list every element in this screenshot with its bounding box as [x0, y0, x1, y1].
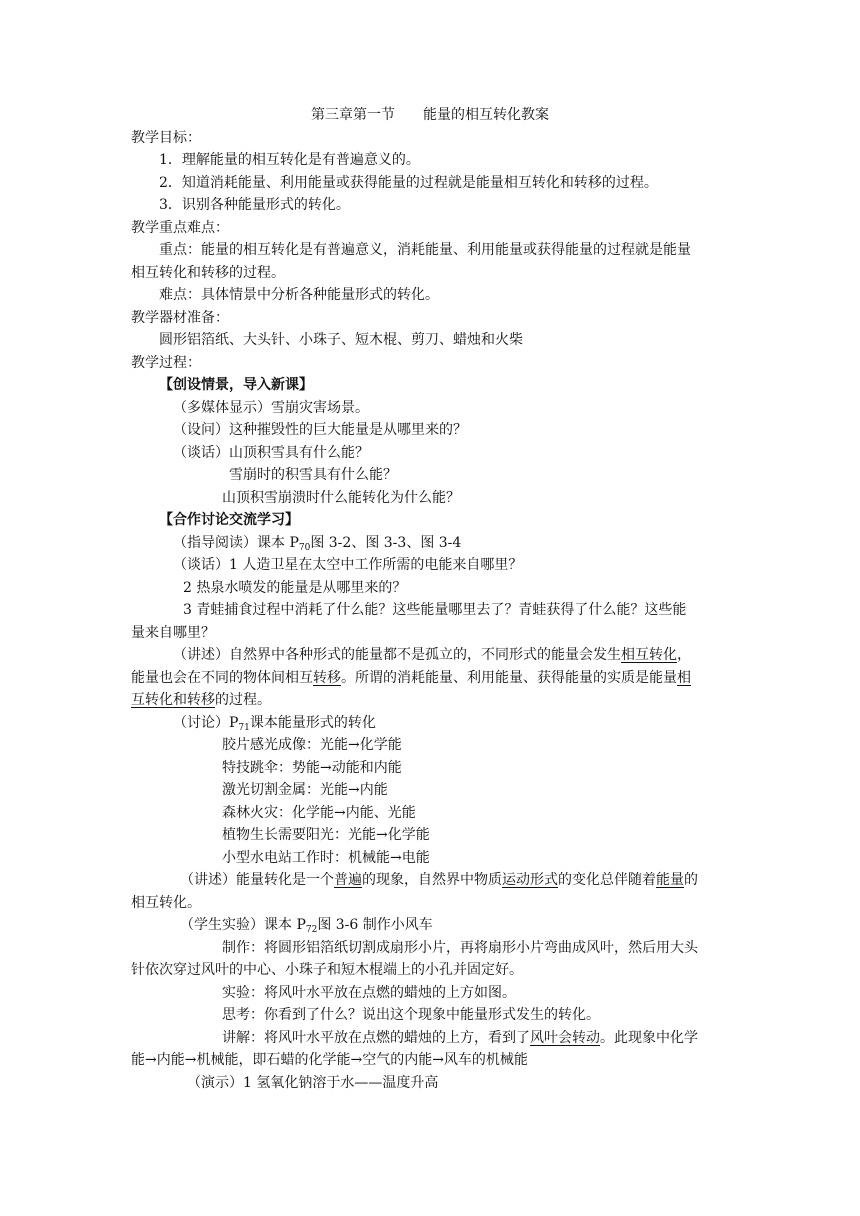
reading-suffix: 图 3-2、图 3-3、图 3-4 [310, 535, 462, 551]
explain-text: 。此现象中化学 [600, 1030, 698, 1046]
underlined-term: 能量 [656, 872, 684, 888]
goal-item: 1．理解能量的相互转化是有普遍意义的。 [159, 152, 420, 168]
reading-line [173, 532, 773, 555]
discussion-line [173, 712, 773, 735]
narration-line-cont: 相互转化。 [131, 895, 201, 911]
underlined-term: 互转化和转移 [131, 692, 215, 708]
conversion-item: 森林火灾：化学能→内能、光能 [222, 805, 416, 821]
document-title: 第三章第一节 能量的相互转化教案 [311, 107, 549, 123]
narration-text: 能量也会在不同的物体间相互 [131, 670, 313, 686]
narration-text: 的过程。 [215, 692, 271, 708]
talk-line: （谈话）1 人造卫星在太空中工作所需的电能来自哪里？ [173, 557, 523, 573]
narration-text: 。所谓的消耗能量、利用能量、获得能量的实质是能量 [341, 670, 677, 686]
narration-text: （讲述）能量转化是一个 [180, 872, 334, 888]
section-heading-goals: 教学目标： [131, 130, 201, 146]
talk-line: 3 青蛙捕食过程中消耗了什么能？这些能量哪里去了？青蛙获得了什么能？这些能 [183, 602, 687, 618]
conversion-item: 特技跳伞：势能→动能和内能 [222, 760, 402, 776]
page-subscript: 71 [238, 723, 250, 733]
underlined-term: 相互转化 [621, 647, 677, 663]
narration-text: 的 [684, 872, 698, 888]
experiment-step: 实验：将风叶水平放在点燃的蜡烛的上方如图。 [222, 985, 516, 1001]
page-subscript: 70 [298, 543, 311, 553]
materials-list: 圆形铝箔纸、大头针、小珠子、短木棍、剪刀、蜡烛和火柴 [159, 332, 523, 348]
conversion-item: 小型水电站工作时：机械能→电能 [222, 850, 430, 866]
process-line: 山顶积雪崩溃时什么能转化为什么能？ [222, 490, 460, 506]
keypoint-text: 重点：能量的相互转化是有普遍意义，消耗能量、利用能量或获得能量的过程就是能量 [159, 242, 691, 258]
discussion-suffix: 课本能量形式的转化 [249, 715, 376, 731]
underlined-term: 普遍 [334, 872, 362, 888]
underlined-term: 相 [677, 670, 691, 686]
underlined-term: 运动形式 [502, 872, 558, 888]
conversion-item: 胶片感光成像：光能→化学能 [222, 737, 402, 753]
experiment-suffix: 图 3-6 制作小风车 [317, 917, 433, 933]
underlined-term: 风叶会转动 [530, 1030, 600, 1046]
narration-line [131, 667, 731, 690]
talk-line: 2 热泉水喷发的能量是从哪里来的？ [183, 580, 407, 596]
make-step-cont: 针依次穿过风叶的中心、小珠子和短木棍端上的小孔并固定好。 [131, 962, 523, 978]
experiment-line [180, 914, 780, 937]
narration-text: 的现象，自然界中物质 [362, 872, 502, 888]
subsection-heading: 【合作讨论交流学习】 [159, 512, 299, 528]
talk-line-cont: 量来自哪里？ [131, 625, 215, 641]
demo-line: （演示）1 氢氧化钠溶于水——温度升高 [187, 1075, 439, 1091]
narration-text: ， [677, 647, 691, 663]
narration-line [131, 689, 731, 712]
process-line: 雪崩时的积雪具有什么能？ [229, 467, 397, 483]
underlined-term: 转移 [313, 670, 341, 686]
discussion-prefix: （讨论）P [173, 715, 239, 731]
reading-prefix: （指导阅读）课本 P [173, 535, 299, 551]
process-line: （多媒体显示）雪崩灾害场景。 [173, 400, 369, 416]
narration-line [173, 644, 773, 667]
make-step: 制作：将圆形铝箔纸切割成扇形小片，再将扇形小片弯曲成风叶，然后用大头 [222, 940, 698, 956]
process-line: （设问）这种摧毁性的巨大能量是从哪里来的？ [173, 422, 467, 438]
experiment-prefix: （学生实验）课本 P [180, 917, 306, 933]
think-step: 思考：你看到了什么？说出这个现象中能量形式发生的转化。 [222, 1007, 600, 1023]
goal-item: 2．知道消耗能量、利用能量或获得能量的过程就是能量相互转化和转移的过程。 [159, 175, 658, 191]
keypoint-text-cont: 相互转化和转移的过程。 [131, 265, 285, 281]
page-subscript: 72 [305, 925, 318, 935]
difficulty-text: 难点：具体情景中分析各种能量形式的转化。 [159, 287, 439, 303]
explain-step [222, 1027, 822, 1050]
section-heading-materials: 教学器材准备： [131, 310, 229, 326]
narration-text: 的变化总伴随着 [558, 872, 656, 888]
explain-text: 讲解：将风叶水平放在点燃的蜡烛的上方，看到了 [222, 1030, 530, 1046]
conversion-item: 植物生长需要阳光：光能→化学能 [222, 827, 430, 843]
process-line: （谈话）山顶积雪具有什么能？ [173, 445, 369, 461]
subsection-heading: 【创设情景，导入新课】 [159, 377, 313, 393]
section-heading-process: 教学过程： [131, 355, 201, 371]
section-heading-keypoints: 教学重点难点： [131, 220, 229, 236]
narration-line [180, 869, 780, 892]
narration-text: （讲述）自然界中各种形式的能量都不是孤立的，不同形式的能量会发生 [173, 647, 621, 663]
goal-item: 3．识别各种能量形式的转化。 [159, 197, 350, 213]
explain-step-cont: 能→内能→机械能，即石蜡的化学能→空气的内能→风车的机械能 [131, 1052, 528, 1068]
conversion-item: 激光切割金属：光能→内能 [222, 782, 388, 798]
